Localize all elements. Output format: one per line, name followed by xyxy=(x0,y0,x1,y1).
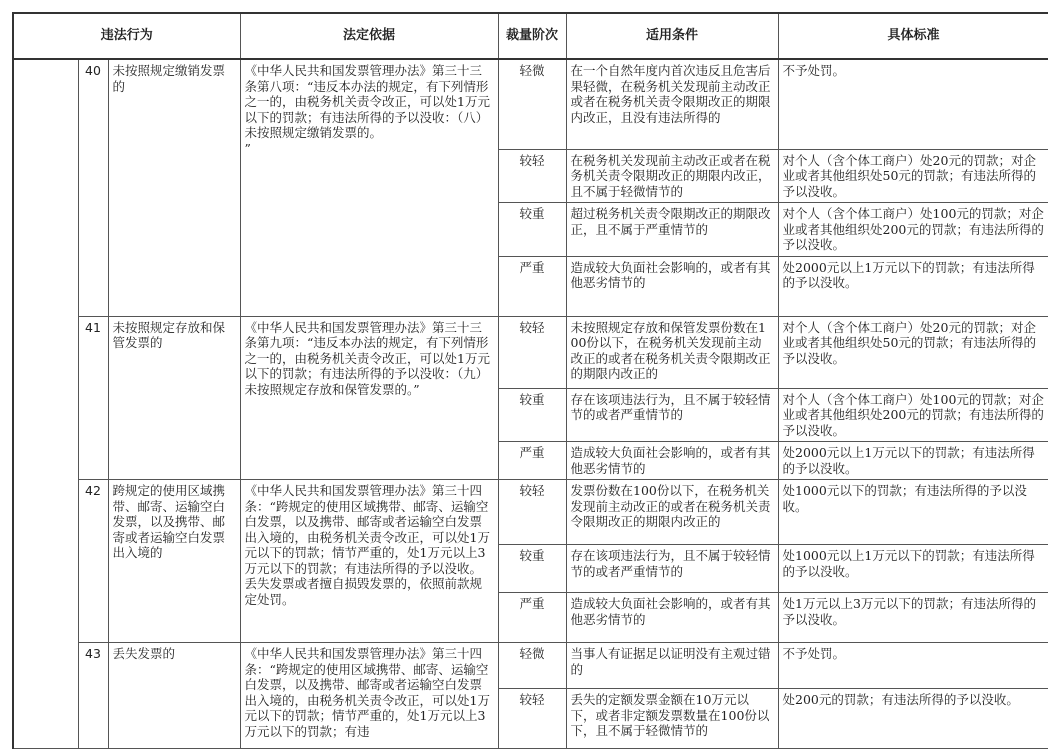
condition-cell: 丢失的定额发票金额在10万元以下，或者非定额发票数量在100份以下，且不属于轻微情节的 xyxy=(566,689,778,749)
basis-paragraph: 《中华人民共和国发票管理办法》第三十三条第九项：“违反本办法的规定，有下列情形之一的，由税务机关责令改正，可以处1万元以下的罚款；有违法所得的予以没收：（九）未按照规定存放和保管发票的。” xyxy=(244,319,490,397)
standard-cell: 处1000元以上1万元以下的罚款；有违法所得的予以没收。 xyxy=(778,545,1048,593)
blank-margin-cell xyxy=(13,59,78,749)
level-cell: 较轻 xyxy=(498,316,566,388)
standard-cell: 处1万元以上3万元以下的罚款；有违法所得的予以没收。 xyxy=(778,593,1048,643)
table-header-row xyxy=(13,13,1048,59)
condition-cell: 造成较大负面社会影响的，或者有其他恶劣情节的 xyxy=(566,442,778,480)
condition-cell: 未按照规定存放和保管发票份数在100份以下，在税务机关发现前主动改正的或者在税务机关责令限期改正的期限内改正的 xyxy=(566,316,778,388)
item-number: 43 xyxy=(78,643,108,749)
level-cell: 较轻 xyxy=(498,480,566,545)
header-basis: 法定依据 xyxy=(240,13,498,59)
level-cell: 严重 xyxy=(498,593,566,643)
table-row xyxy=(13,480,1048,545)
header-standard: 具体标准 xyxy=(778,13,1048,59)
violation-cell: 丢失发票的 xyxy=(108,643,240,749)
basis-paragraph: 《中华人民共和国发票管理办法》第三十四条：“跨规定的使用区域携带、邮寄、运输空白发票，以及携带、邮寄或者运输空白发票出入境的，由税务机关责令改正，可以处1万元以下的罚款；情节严重的，处1万元以上3万元以下的罚款；有违法所得的予以没收。 xyxy=(244,483,490,576)
table-body xyxy=(13,59,1048,749)
violation-cell: 未按照规定缴销发票的 xyxy=(108,59,240,316)
item-number: 41 xyxy=(78,316,108,480)
standard-cell: 处2000元以上1万元以下的罚款；有违法所得的予以没收。 xyxy=(778,442,1048,480)
item-number: 40 xyxy=(78,59,108,316)
standard-cell: 处1000元以下的罚款；有违法所得的予以没收。 xyxy=(778,480,1048,545)
header-violation: 违法行为 xyxy=(13,13,240,59)
basis-cell xyxy=(240,59,498,316)
violation-cell: 未按照规定存放和保管发票的 xyxy=(108,316,240,480)
standard-cell: 对个人（含个体工商户）处100元的罚款；对企业或者其他组织处200元的罚款；有违法所得的予以没收。 xyxy=(778,388,1048,442)
level-cell: 严重 xyxy=(498,256,566,316)
basis-paragraph: 《中华人民共和国发票管理办法》第三十三条第八项：“违反本办法的规定，有下列情形之一的，由税务机关责令改正，可以处1万元以下的罚款；有违法所得的予以没收：（八）未按照规定缴销发票的。 xyxy=(244,63,490,140)
level-cell: 较重 xyxy=(498,203,566,257)
basis-cell xyxy=(240,480,498,643)
basis-paragraph: ” xyxy=(244,140,251,156)
level-cell: 轻微 xyxy=(498,643,566,689)
standard-cell: 不予处罚。 xyxy=(778,59,1048,149)
standard-cell: 处2000元以上1万元以下的罚款；有违法所得的予以没收。 xyxy=(778,256,1048,316)
condition-cell: 当事人有证据足以证明没有主观过错的 xyxy=(566,643,778,689)
level-cell: 严重 xyxy=(498,442,566,480)
item-number: 42 xyxy=(78,480,108,643)
basis-cell xyxy=(240,643,498,749)
basis-paragraph: 《中华人民共和国发票管理办法》第三十四条：“跨规定的使用区域携带、邮寄、运输空白发票，以及携带、邮寄或者运输空白发票出入境的，由税务机关责令改正，可以处1万元以下的罚款；情节严重的，处1万元以上3万元以下的罚款；有违 xyxy=(244,646,490,739)
condition-cell: 在税务机关发现前主动改正或者在税务机关责令限期改正的期限内改正，且不属于轻微情节的 xyxy=(566,149,778,203)
condition-cell: 存在该项违法行为，且不属于较轻情节的或者严重情节的 xyxy=(566,388,778,442)
level-cell: 较轻 xyxy=(498,689,566,749)
header-condition: 适用条件 xyxy=(566,13,778,59)
basis-cell xyxy=(240,316,498,480)
document-page xyxy=(12,12,1048,752)
condition-cell: 超过税务机关责令限期改正的期限改正，且不属于严重情节的 xyxy=(566,203,778,257)
condition-cell: 存在该项违法行为，且不属于较轻情节的或者严重情节的 xyxy=(566,545,778,593)
standard-cell: 不予处罚。 xyxy=(778,643,1048,689)
table-row xyxy=(13,59,1048,149)
violation-cell: 跨规定的使用区域携带、邮寄、运输空白发票，以及携带、邮寄或者运输空白发票出入境的 xyxy=(108,480,240,643)
condition-cell: 造成较大负面社会影响的，或者有其他恶劣情节的 xyxy=(566,593,778,643)
standard-cell: 对个人（含个体工商户）处20元的罚款；对企业或者其他组织处50元的罚款；有违法所得的予以没收。 xyxy=(778,316,1048,388)
condition-cell: 发票份数在100份以下，在税务机关发现前主动改正的或者在税务机关责令限期改正的期限内改正的 xyxy=(566,480,778,545)
level-cell: 轻微 xyxy=(498,59,566,149)
standard-cell: 对个人（含个体工商户）处100元的罚款；对企业或者其他组织处200元的罚款；有违法所得的予以没收。 xyxy=(778,203,1048,257)
standard-cell: 对个人（含个体工商户）处20元的罚款；对企业或者其他组织处50元的罚款；有违法所得的予以没收。 xyxy=(778,149,1048,203)
condition-cell: 在一个自然年度内首次违反且危害后果轻微，在税务机关发现前主动改正或者在税务机关责令限期改正的期限内改正，且没有违法所得的 xyxy=(566,59,778,149)
header-level: 裁量阶次 xyxy=(498,13,566,59)
table-row xyxy=(13,316,1048,388)
basis-paragraph: 丢失发票或者擅自损毁发票的，依照前款规定处罚。 xyxy=(244,576,483,607)
penalty-table xyxy=(12,12,1048,749)
condition-cell: 造成较大负面社会影响的，或者有其他恶劣情节的 xyxy=(566,256,778,316)
level-cell: 较重 xyxy=(498,545,566,593)
table-row xyxy=(13,643,1048,689)
level-cell: 较重 xyxy=(498,388,566,442)
standard-cell: 处200元的罚款；有违法所得的予以没收。 xyxy=(778,689,1048,749)
level-cell: 较轻 xyxy=(498,149,566,203)
